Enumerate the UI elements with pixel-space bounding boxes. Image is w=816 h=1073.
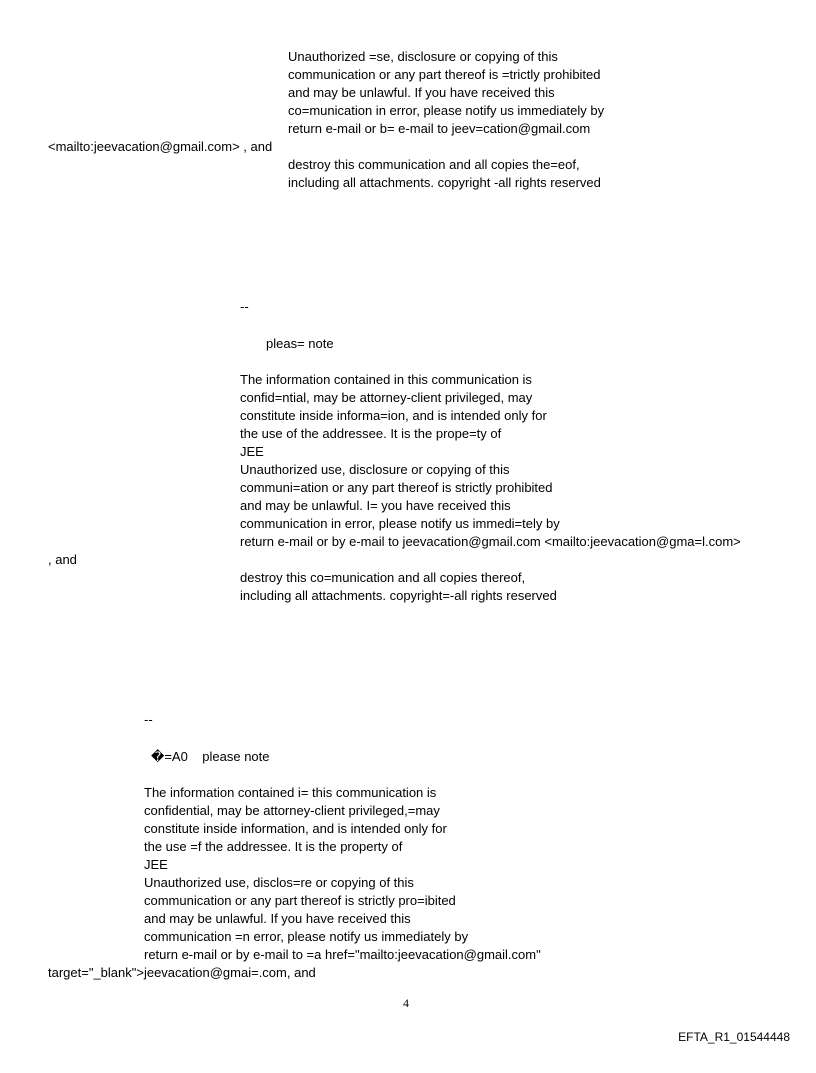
block3-note: �=A0 please note	[151, 749, 270, 764]
block1-line-5: return e-mail or b= e-mail to jeev=cation@gmail.com	[288, 121, 591, 136]
document-id: EFTA_R1_01544448	[678, 1030, 790, 1044]
block3-line-3: constitute inside information, and is intended only for	[144, 821, 447, 836]
block2-overflow-line: , and	[48, 552, 77, 567]
block3-overflow-line: target="_blank">jeevacation@gmai=.com, and	[48, 965, 316, 980]
block3-line-6: Unauthorized use, disclos=re or copying of this	[144, 875, 414, 890]
block3-line-8: and may be unlawful. If you have received this	[144, 911, 411, 926]
block2-line-7: communi=ation or any part thereof is strictly prohibited	[240, 480, 553, 495]
block3-line-9: communication =n error, please notify us immediately by	[144, 929, 469, 944]
block3-line-4: the use =f the addressee. It is the property of	[144, 839, 403, 854]
block1-overflow-line: <mailto:jeevacation@gmail.com> , and	[48, 139, 273, 154]
block2-note: pleas= note	[266, 336, 334, 351]
block3-line-5: JEE	[144, 857, 168, 872]
block2-line-3: constitute inside informa=ion, and is intended only for	[240, 408, 547, 423]
block1-line-1: Unauthorized =se, disclosure or copying of this	[288, 49, 558, 64]
block1-line-4: co=munication in error, please notify us immediately by	[288, 103, 605, 118]
block2-separator: --	[240, 299, 249, 314]
block3-line-2: confidential, may be attorney-client privileged,=may	[144, 803, 440, 818]
block2-line-10: return e-mail or by e-mail to jeevacation@gmail.com <mailto:jeevacation@gma=l.com>	[240, 534, 741, 549]
block2-line-6: Unauthorized use, disclosure or copying of this	[240, 462, 510, 477]
block2-line-9: communication in error, please notify us immedi=tely by	[240, 516, 560, 531]
block3-line-1: The information contained i= this communication is	[144, 785, 437, 800]
block2-line-12: including all attachments. copyright=-all rights reserved	[240, 588, 557, 603]
block1-line-6: destroy this communication and all copies the=eof,	[288, 157, 580, 172]
block3-line-10: return e-mail or by e-mail to =a href="mailto:jeevacation@gmail.com"	[144, 947, 541, 962]
block2-line-1: The information contained in this communication is	[240, 372, 532, 387]
block2-line-5: JEE	[240, 444, 264, 459]
block2-line-11: destroy this co=munication and all copies thereof,	[240, 570, 526, 585]
block2-line-2: confid=ntial, may be attorney-client privileged, may	[240, 390, 533, 405]
block3-separator: --	[144, 712, 153, 727]
block2-line-4: the use of the addressee. It is the prope=ty of	[240, 426, 502, 441]
page-number: 4	[403, 996, 409, 1010]
block1-line-7: including all attachments. copyright -all rights reserved	[288, 175, 601, 190]
block2-line-8: and may be unlawful. I= you have received this	[240, 498, 511, 513]
block3-line-7: communication or any part thereof is strictly pro=ibited	[144, 893, 456, 908]
block1-line-2: communication or any part thereof is =trictly prohibited	[288, 67, 601, 82]
block1-line-3: and may be unlawful. If you have received this	[288, 85, 555, 100]
